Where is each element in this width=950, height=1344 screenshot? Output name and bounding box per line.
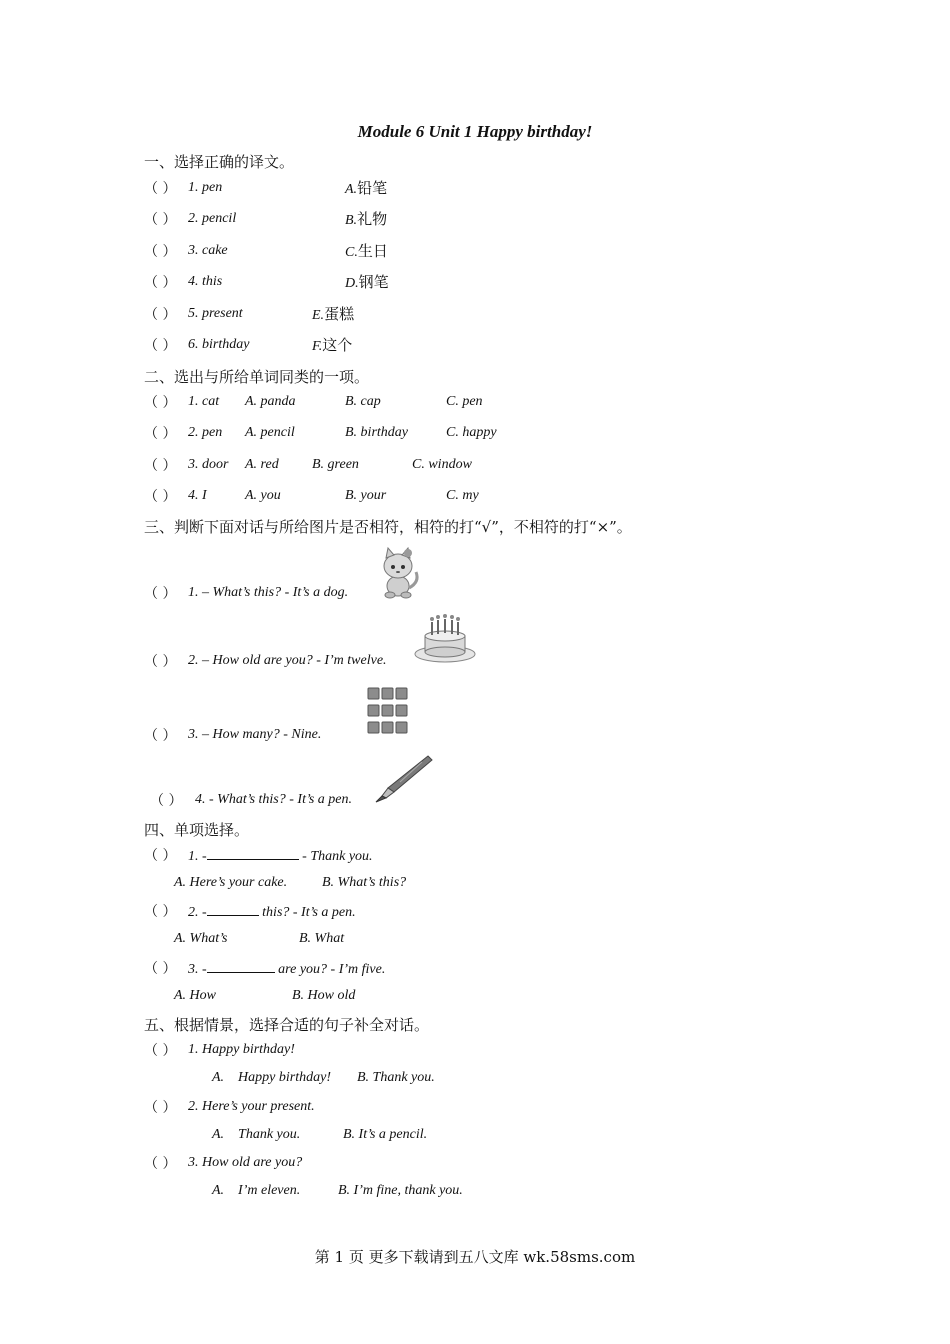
- answer-paren: （ ）: [144, 244, 177, 260]
- s3-dialogue: 3. – How many? - Nine.: [188, 727, 322, 742]
- s2-option-c: C. pen: [446, 394, 483, 409]
- s5-option-a: A. Thank you.: [212, 1127, 301, 1142]
- s3-dialogue: 1. – What’s this? - It’s a dog.: [188, 585, 349, 600]
- s4-question: 3. - are you? - I’m five.: [188, 962, 386, 977]
- s1-question: 2. pencil: [188, 211, 237, 226]
- s5-question: 1. Happy birthday!: [188, 1042, 295, 1057]
- section5-heading: 五、根据情景，选择合适的句子补全对话。: [144, 1016, 430, 1034]
- answer-paren: （ ）: [144, 904, 177, 920]
- answer-paren: （ ）: [144, 848, 177, 864]
- page-title: Module 6 Unit 1 Happy birthday!: [357, 122, 593, 141]
- s5-question: 2. Here’s your present.: [188, 1099, 315, 1114]
- answer-paren: （ ）: [144, 458, 177, 474]
- s5-question: 3. How old are you?: [188, 1155, 303, 1170]
- s2-option-b: B. birthday: [345, 425, 408, 440]
- s4-option-a: A. Here’s your cake.: [174, 875, 288, 890]
- s2-option-c: C. my: [446, 488, 479, 503]
- s4-question: 1. - - Thank you.: [188, 849, 373, 864]
- answer-paren: （ ）: [150, 793, 183, 809]
- s2-option-a: A. panda: [245, 394, 296, 409]
- answer-paren: （ ）: [144, 307, 177, 323]
- s1-question: 1. pen: [188, 180, 223, 195]
- s2-option-b: B. cap: [345, 394, 381, 409]
- s1-question: 3. cake: [188, 243, 228, 258]
- birthday-cake-picture: [412, 612, 478, 666]
- section2-heading: 二、选出与所给单词同类的一项。: [144, 368, 370, 386]
- kitten-picture: [376, 546, 422, 600]
- answer-paren: （ ）: [144, 961, 177, 977]
- answer-paren: （ ）: [144, 654, 177, 670]
- s1-answer: A.铅笔: [345, 179, 388, 197]
- s4-option-b: B. What’s this?: [322, 875, 407, 890]
- s4-option-a: A. How: [174, 988, 216, 1003]
- s1-answer: B.礼物: [345, 210, 388, 228]
- s5-option-a: A. I’m eleven.: [212, 1183, 301, 1198]
- s2-option-b: B. your: [345, 488, 387, 503]
- s2-option-b: B. green: [312, 457, 359, 472]
- nine-squares-picture: [366, 686, 410, 738]
- s3-dialogue: 4. - What’s this? - It’s a pen.: [195, 792, 352, 807]
- s2-question: 3. door: [188, 457, 229, 472]
- s2-question: 2. pen: [188, 425, 223, 440]
- s4-option-b: B. What: [299, 931, 345, 946]
- answer-paren: （ ）: [144, 181, 177, 197]
- answer-paren: （ ）: [144, 586, 177, 602]
- s1-answer: E.蛋糕: [312, 305, 355, 323]
- s3-dialogue: 2. – How old are you? - I’m twelve.: [188, 653, 387, 668]
- section4-heading: 四、单项选择。: [144, 821, 250, 839]
- s1-answer: F.这个: [312, 336, 353, 354]
- answer-paren: （ ）: [144, 395, 177, 411]
- answer-paren: （ ）: [144, 728, 177, 744]
- s2-question: 1. cat: [188, 394, 220, 409]
- s1-answer: D.钢笔: [345, 273, 389, 291]
- answer-paren: （ ）: [144, 1043, 177, 1059]
- s2-option-a: A. you: [245, 488, 281, 503]
- answer-paren: （ ）: [144, 275, 177, 291]
- s2-option-a: A. pencil: [245, 425, 295, 440]
- answer-paren: （ ）: [144, 1100, 177, 1116]
- s2-question: 4. I: [188, 488, 207, 503]
- s5-option-b: B. I’m fine, thank you.: [338, 1183, 463, 1198]
- s1-answer: C.生日: [345, 242, 388, 260]
- s4-question: 2. - this? - It’s a pen.: [188, 905, 356, 920]
- s1-question: 6. birthday: [188, 337, 250, 352]
- answer-paren: （ ）: [144, 1156, 177, 1172]
- s2-option-c: C. happy: [446, 425, 497, 440]
- section3-heading: 三、判断下面对话与所给图片是否相符，相符的打“√”，不相符的打“×”。: [144, 518, 632, 536]
- s2-option-a: A. red: [245, 457, 279, 472]
- s5-option-b: B. Thank you.: [357, 1070, 435, 1085]
- s1-question: 5. present: [188, 306, 243, 321]
- s4-option-b: B. How old: [292, 988, 356, 1003]
- s5-option-a: A. Happy birthday!: [212, 1070, 331, 1085]
- s1-question: 4. this: [188, 274, 223, 289]
- s2-option-c: C. window: [412, 457, 472, 472]
- answer-paren: （ ）: [144, 338, 177, 354]
- answer-paren: （ ）: [144, 212, 177, 228]
- fountain-pen-picture: [372, 752, 434, 804]
- section1-heading: 一、选择正确的译文。: [144, 153, 295, 171]
- page-footer: 第 1 页 更多下载请到五八文库 wk.58sms.com: [314, 1248, 636, 1266]
- s5-option-b: B. It’s a pencil.: [343, 1127, 428, 1142]
- s4-option-a: A. What’s: [174, 931, 228, 946]
- answer-paren: （ ）: [144, 489, 177, 505]
- answer-paren: （ ）: [144, 426, 177, 442]
